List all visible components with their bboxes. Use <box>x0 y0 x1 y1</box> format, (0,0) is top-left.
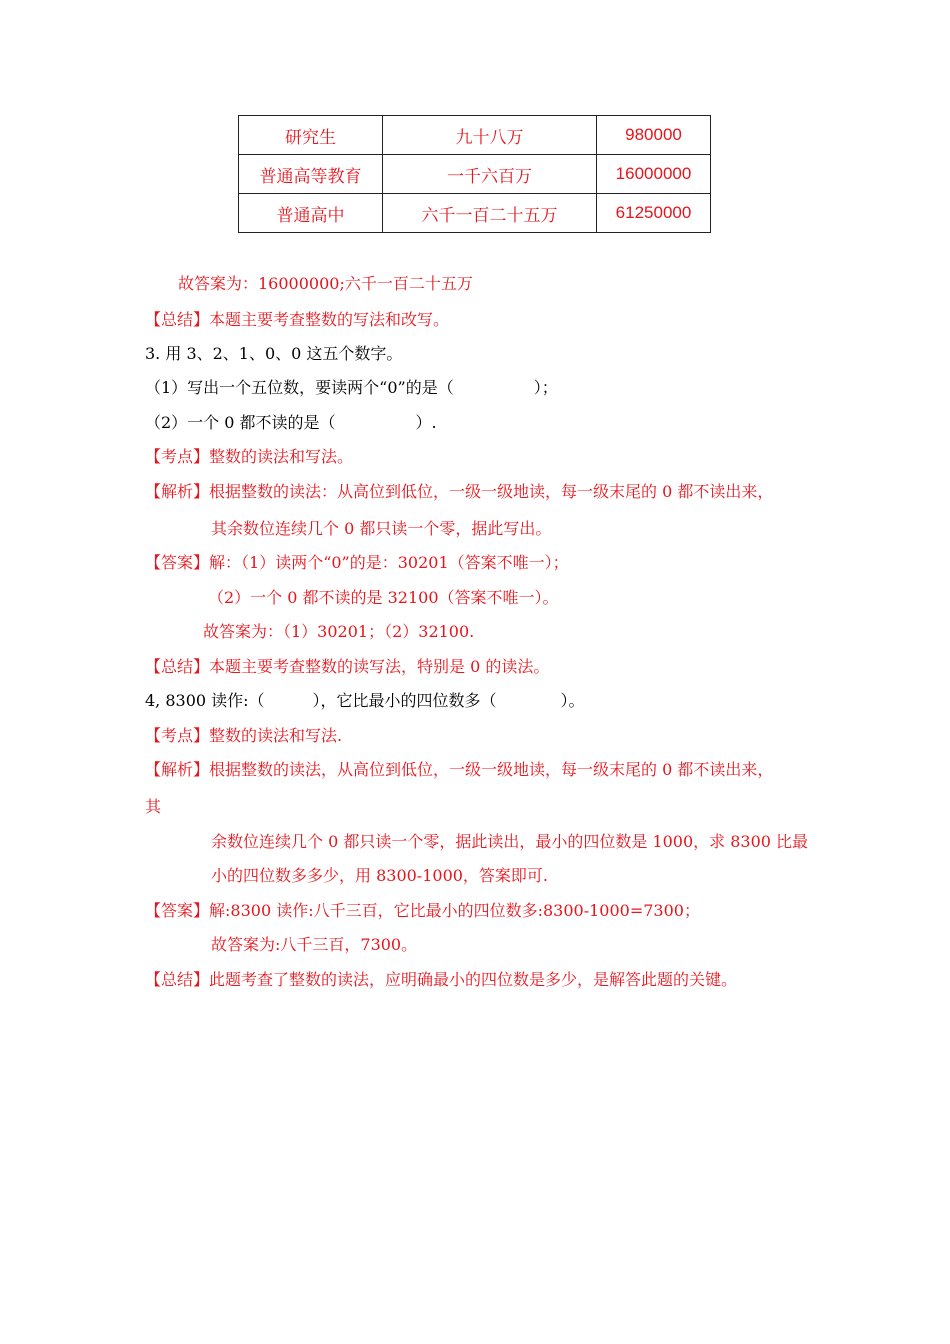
question-3: 3. 用 3、2、1、0、0 这五个数字。 <box>145 344 403 363</box>
summary-tag: 【总结】 <box>145 657 210 676</box>
summary-line <box>145 310 449 330</box>
analysis-line-4: 小的四位数多多少，用 8300-1000，答案即可. <box>211 866 549 885</box>
answer-tag: 【答案】 <box>145 553 210 572</box>
point-tag: 【考点】 <box>145 726 210 745</box>
table-cell: 九十八万 <box>383 116 597 155</box>
answer-line-2: （2）一个 0 都不读的是 32100（答案不唯一）。 <box>208 588 559 607</box>
table-cell: 980000 <box>597 116 711 155</box>
answer-line: 故答案为：16000000;六千一百二十五万 <box>178 274 473 293</box>
point-tag: 【考点】 <box>145 447 210 466</box>
point-line <box>145 447 353 467</box>
question-4: 4, 8300 读作:（ ），它比最小的四位数多（ ）。 <box>145 691 585 710</box>
table-cell: 61250000 <box>597 194 711 233</box>
answer-table <box>238 115 711 233</box>
table-row <box>239 155 711 194</box>
summary-tag: 【总结】 <box>145 970 210 989</box>
table-row <box>239 194 711 233</box>
summary-text: 本题主要考查整数的读写法，特别是 0 的读法。 <box>209 657 550 676</box>
analysis-tag: 【解析】 <box>145 760 210 779</box>
table-cell: 普通高等教育 <box>239 155 383 194</box>
summary-tag: 【总结】 <box>145 310 210 329</box>
summary-line <box>145 657 549 677</box>
table-cell: 16000000 <box>597 155 711 194</box>
analysis-tag: 【解析】 <box>145 482 210 501</box>
point-text: 整数的读法和写法. <box>209 726 343 745</box>
answer-line <box>145 553 569 573</box>
analysis-line <box>145 482 773 502</box>
table-cell: 研究生 <box>239 116 383 155</box>
analysis-line-2: 其 <box>145 797 162 816</box>
question-3-part-2: （2）一个 0 都不读的是（ ）. <box>145 413 437 432</box>
answer-line-3: 故答案为：（1）30201；（2）32100. <box>203 622 475 641</box>
analysis-text: 根据整数的读法：从高位到低位，一级一级地读，每一级末尾的 0 都不读出来， <box>209 482 774 501</box>
table-cell: 一千六百万 <box>383 155 597 194</box>
point-text: 整数的读法和写法。 <box>209 447 354 466</box>
answer-text: 解:8300 读作:八千三百，它比最小的四位数多:8300-1000=7300； <box>209 901 700 920</box>
summary-text: 此题考查了整数的读法，应明确最小的四位数是多少，是解答此题的关键。 <box>209 970 738 989</box>
analysis-line-2: 其余数位连续几个 0 都只读一个零，据此写出。 <box>211 519 552 538</box>
analysis-line <box>145 760 773 780</box>
answer-line-2: 故答案为:八千三百，7300。 <box>211 935 418 954</box>
answer-text: 解：（1）读两个“0”的是：30201（答案不唯一）； <box>209 553 569 572</box>
point-line <box>145 726 342 746</box>
table-cell: 六千一百二十五万 <box>383 194 597 233</box>
analysis-line-3: 余数位连续几个 0 都只读一个零，据此读出，最小的四位数是 1000，求 8300 比最 <box>211 832 809 851</box>
table-cell: 普通高中 <box>239 194 383 233</box>
summary-text: 本题主要考查整数的写法和改写。 <box>209 310 450 329</box>
table-row <box>239 116 711 155</box>
analysis-text: 根据整数的读法，从高位到低位，一级一级地读，每一级末尾的 0 都不读出来， <box>209 760 774 779</box>
summary-line <box>145 970 737 990</box>
answer-tag: 【答案】 <box>145 901 210 920</box>
answer-line <box>145 901 700 921</box>
question-3-part-1: （1）写出一个五位数，要读两个“0”的是（ ）； <box>145 378 558 397</box>
